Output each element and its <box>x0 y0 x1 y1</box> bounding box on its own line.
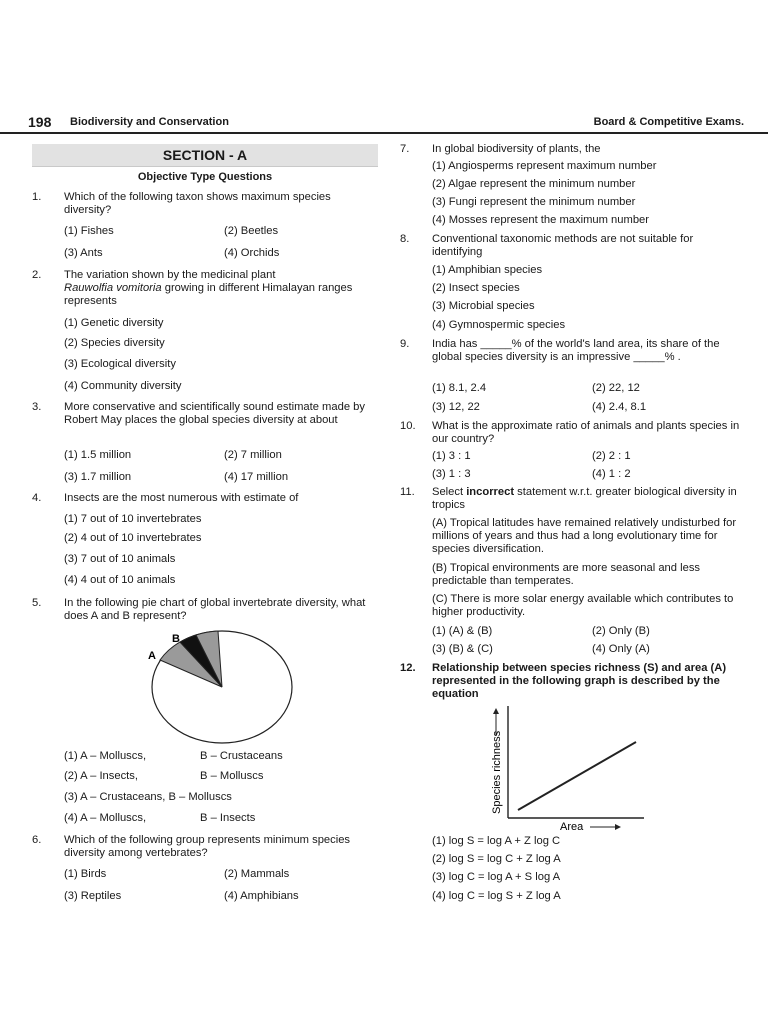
option: (1) 7 out of 10 invertebrates <box>64 513 202 525</box>
section-subtitle: Objective Type Questions <box>137 171 273 183</box>
option: (3) Ants <box>64 247 103 259</box>
question-number: 11. <box>400 486 415 498</box>
question-text: In the following pie chart of global invertebrate diversity, what does A and B represent? <box>64 597 366 622</box>
question-text: Conventional taxonomic methods are not suitable for identifying <box>432 233 694 258</box>
pie-label-a: A <box>148 650 156 662</box>
question-number: 8. <box>400 233 410 245</box>
question-number: 12. <box>400 662 416 674</box>
option: (1) Amphibian species <box>432 264 543 276</box>
option: (4) Community diversity <box>64 380 182 392</box>
question-text: Relationship between species richness (S) and area (A) represented in the following graph is described by the equation <box>432 662 727 700</box>
option: (4) 4 out of 10 animals <box>64 574 176 586</box>
option: (4) log C = log S + Z log A <box>432 890 561 902</box>
statement-b: (B) Tropical environments are more seasonal and less predictable than temperates. <box>432 562 701 587</box>
question-text: Select incorrect statement w.r.t. greater biological diversity in tropics <box>432 486 737 511</box>
option: (1) A – Molluscs, <box>64 750 147 762</box>
option: (3) Fungi represent the minimum number <box>432 196 636 208</box>
question-text: What is the approximate ratio of animals and plants species in our country? <box>432 420 740 445</box>
option: (2) log S = log C + Z log A <box>432 853 561 865</box>
question-text: In global biodiversity of plants, the <box>432 143 601 155</box>
question-text: The variation shown by the medicinal plant Rauwolfia vomitoria growing in different Himalayan ranges represents <box>64 269 353 307</box>
page-number: 198 <box>28 114 52 130</box>
chapter-title: Biodiversity and Conservation <box>70 116 229 128</box>
option: (4) Mosses represent the maximum number <box>432 214 649 226</box>
option: (4) 17 million <box>224 471 289 483</box>
question-text: Which of the following group represents minimum species diversity among vertebrates? <box>64 834 351 859</box>
pie-label-b: B <box>172 633 180 645</box>
question-text: Insects are the most numerous with estimate of <box>64 492 299 504</box>
trend-line <box>518 742 636 810</box>
option: (3) (B) & (C) <box>432 643 493 655</box>
option: (1) 1.5 million <box>64 449 132 461</box>
question-number: 10. <box>400 420 416 432</box>
option: (3) 1.7 million <box>64 471 132 483</box>
option: B – Crustaceans <box>200 750 283 762</box>
option: (2) Insect species <box>432 282 520 294</box>
option: (4) 2.4, 8.1 <box>592 401 647 413</box>
statement-a: (A) Tropical latitudes have remained relatively undisturbed for millions of years and thus had a long evolutionary time for species diversification. <box>432 517 737 555</box>
option: (3) Microbial species <box>432 300 535 312</box>
option: (1) Birds <box>64 868 107 880</box>
section-title: SECTION - A <box>162 147 248 163</box>
option: (1) Angiosperms represent maximum number <box>432 160 657 172</box>
option: (1) (A) & (B) <box>432 625 493 637</box>
option: (4) Amphibians <box>224 890 299 902</box>
question-number: 7. <box>400 143 410 155</box>
option: (2) 2 : 1 <box>592 450 631 462</box>
question-text: More conservative and scientifically sound estimate made by Robert May places the global species diversity at about <box>64 401 365 426</box>
question-number: 9. <box>400 338 410 350</box>
question-number: 4. <box>32 492 42 504</box>
question-number: 6. <box>32 834 42 846</box>
option: (3) 1 : 3 <box>432 468 471 480</box>
species-area-graph <box>478 702 648 834</box>
option: (3) Reptiles <box>64 890 122 902</box>
option: B – Molluscs <box>200 770 264 782</box>
option: (1) 8.1, 2.4 <box>432 382 487 394</box>
question-number: 2. <box>32 269 42 281</box>
option: (3) log C = log A + S log A <box>432 871 561 883</box>
option: (4) Orchids <box>224 247 280 259</box>
question-number: 3. <box>32 401 42 413</box>
option: (3) A – Crustaceans, B – Molluscs <box>64 791 232 803</box>
option: (2) Mammals <box>224 868 290 880</box>
italic-term: Rauwolfia vomitoria <box>64 282 162 294</box>
option: (2) Species diversity <box>64 337 165 349</box>
option: B – Insects <box>200 812 256 824</box>
header-right: Board & Competitive Exams. <box>593 116 744 128</box>
option: (4) 1 : 2 <box>592 468 631 480</box>
option: (2) 7 million <box>224 449 282 461</box>
option: (4) Only (A) <box>592 643 650 655</box>
question-text: India has _____% of the world's land area, its share of the global species diversity is an impressive _____% . <box>432 338 720 363</box>
statement-c: (C) There is more solar energy available which contributes to higher productivity. <box>432 593 734 618</box>
question-number: 5. <box>32 597 42 609</box>
option: (4) Gymnospermic species <box>432 319 566 331</box>
header-rule <box>0 132 768 134</box>
option: (4) A – Molluscs, <box>64 812 147 824</box>
option: (3) 7 out of 10 animals <box>64 553 176 565</box>
option: (1) 3 : 1 <box>432 450 471 462</box>
option: (2) 4 out of 10 invertebrates <box>64 532 202 544</box>
section-bar <box>32 144 378 167</box>
option: (2) Beetles <box>224 225 279 237</box>
option: (1) Fishes <box>64 225 114 237</box>
question-text: Which of the following taxon shows maximum species diversity? <box>64 191 331 216</box>
option: (2) 22, 12 <box>592 382 640 394</box>
option: (2) Only (B) <box>592 625 650 637</box>
question-number: 1. <box>32 191 42 203</box>
option: (3) 12, 22 <box>432 401 480 413</box>
x-axis-label: Area <box>560 821 584 833</box>
option: (1) Genetic diversity <box>64 317 164 329</box>
option: (2) Algae represent the minimum number <box>432 178 636 190</box>
option: (1) log S = log A + Z log C <box>432 835 561 847</box>
y-axis-label: Species richness <box>491 730 503 814</box>
option: (2) A – Insects, <box>64 770 138 782</box>
option: (3) Ecological diversity <box>64 358 176 370</box>
invertebrate-pie-chart <box>140 628 310 748</box>
x-arrow-head <box>615 824 621 830</box>
y-arrow-head <box>493 708 499 714</box>
page-header <box>28 116 744 132</box>
